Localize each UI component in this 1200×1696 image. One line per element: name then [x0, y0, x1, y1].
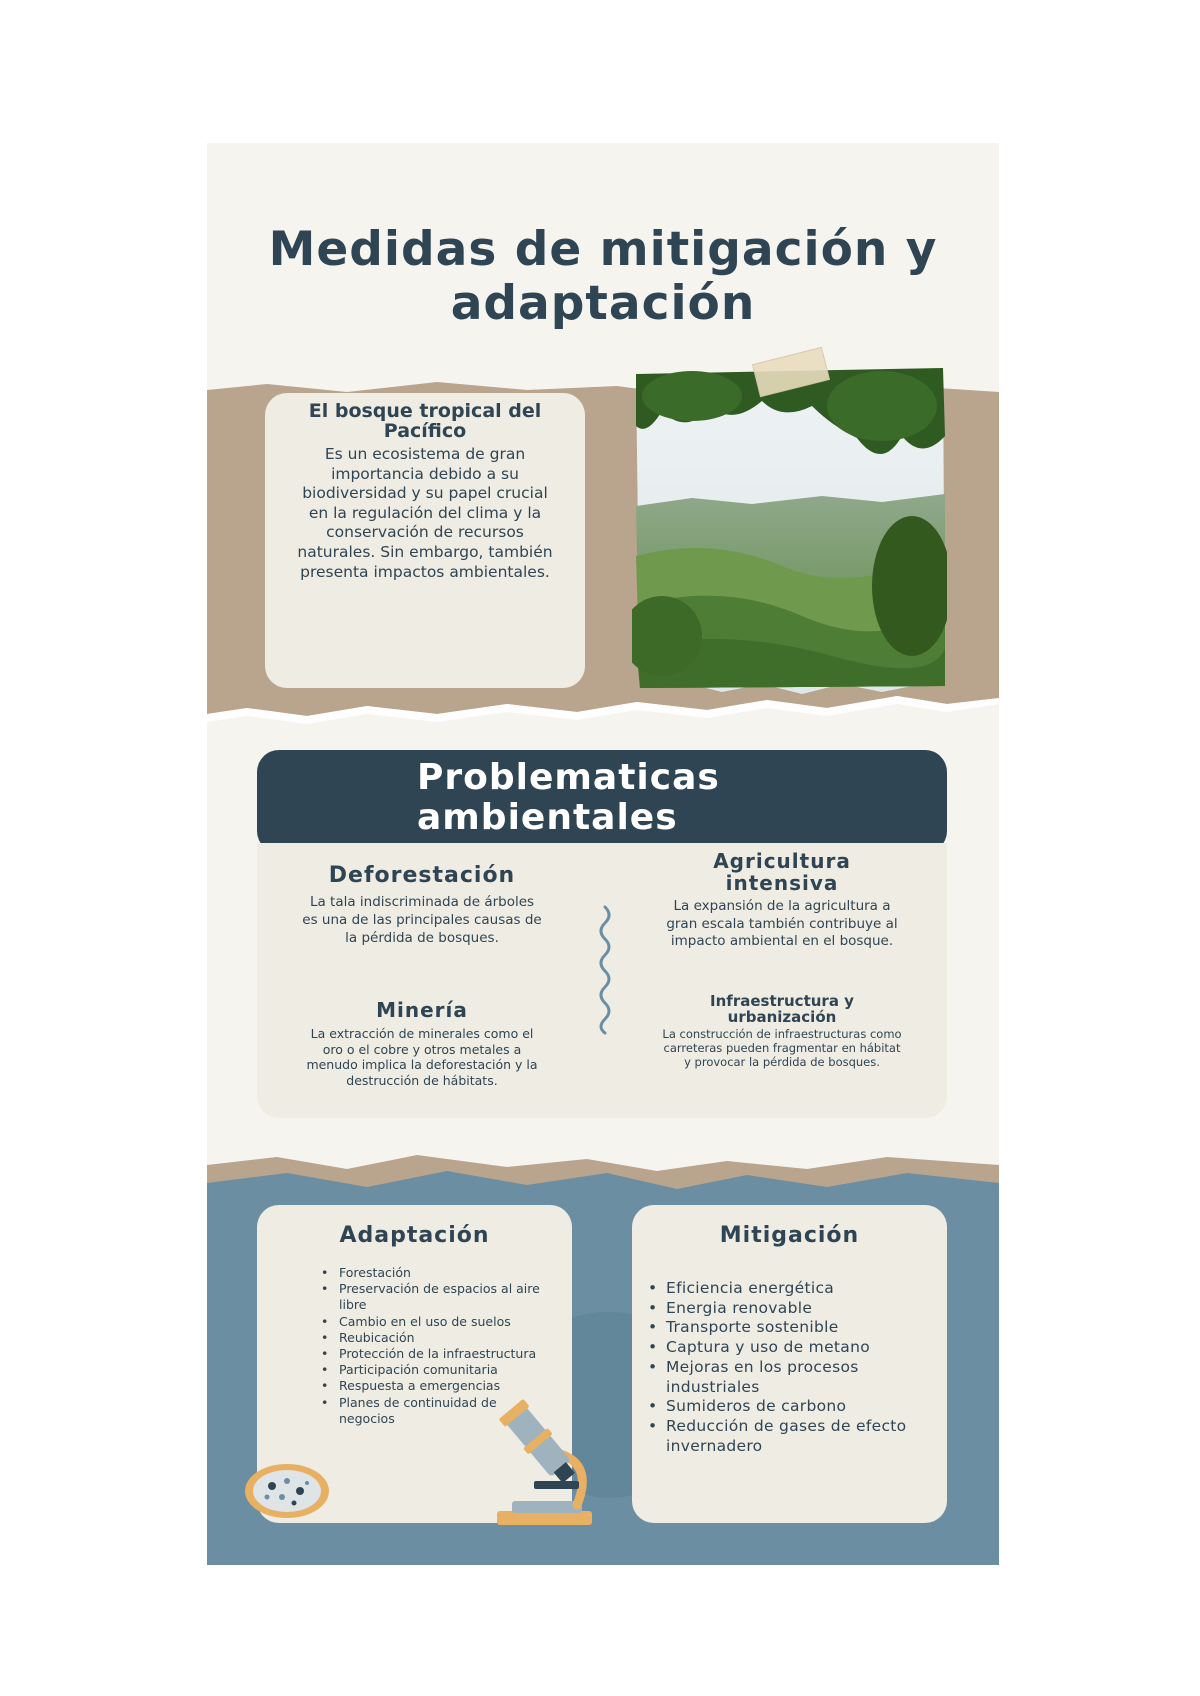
list-item: • Cambio en el uso de suelos: [339, 1314, 549, 1330]
problems-card: [257, 843, 947, 1118]
wavy-divider: [595, 905, 615, 1035]
deforestation-text: La tala indiscriminada de árboles es una de las principales causas de la pérdida de bosques.: [302, 894, 542, 946]
list-item: • Respuesta a emergencias: [339, 1378, 549, 1394]
mitigation-list: [666, 1279, 936, 1456]
list-item: • Forestación: [339, 1265, 549, 1281]
poster: [207, 143, 999, 1565]
adaptation-title: Adaptación: [339, 1223, 490, 1248]
list-item: • Transporte sostenible: [666, 1318, 936, 1338]
page-title: Medidas de mitigación y adaptación: [268, 222, 938, 331]
forest-text: Es un ecosistema de gran importancia debido a su biodiversidad y su papel crucial en la regulación del clima y la conservación de recursos naturales. Sin embargo, también presenta impactos ambientales.: [297, 445, 553, 581]
list-item: • Reubicación: [339, 1330, 549, 1346]
forest-heading: El bosque tropical del Pacífico: [308, 400, 542, 442]
infrastructure-section: [662, 993, 902, 1070]
agriculture-text: La expansión de la agricultura a gran escala también contribuye al impacto ambiental en el bosque.: [666, 898, 898, 949]
agriculture-section: [662, 850, 902, 951]
list-item: • Energia renovable: [666, 1299, 936, 1319]
problems-heading: Problematicas ambientales: [417, 757, 720, 838]
forest-landscape-photo: [632, 366, 947, 706]
deforestation-title: Deforestación: [328, 863, 516, 888]
list-item: • Protección de la infraestructura: [339, 1346, 549, 1362]
mining-text: La extracción de minerales como el oro o el cobre y otros metales a menudo implica la deforestación y la destrucción de hábitats.: [306, 1026, 538, 1088]
list-item: • Planes de continuidad de negocios: [339, 1395, 549, 1427]
infrastructure-title: Infraestructura y urbanización: [710, 992, 854, 1026]
mitigation-card: [632, 1205, 947, 1523]
list-item: • Eficiencia energética: [666, 1279, 936, 1299]
agriculture-title: Agricultura intensiva: [713, 849, 851, 895]
infrastructure-text: La construcción de infraestructuras como carreteras pueden fragmentar en hábitat y provocar la pérdida de bosques.: [662, 1027, 902, 1070]
deforestation-section: [302, 863, 542, 947]
mitigation-title: Mitigación: [719, 1223, 860, 1248]
mining-title: Minería: [376, 998, 468, 1022]
microscope-icon: [482, 1393, 602, 1533]
problems-header: [257, 750, 947, 853]
petri-dish-icon: [242, 1461, 332, 1521]
list-item: • Participación comunitaria: [339, 1362, 549, 1378]
forest-info-card: [265, 393, 585, 688]
list-item: • Reducción de gases de efecto invernadero: [666, 1417, 936, 1456]
mining-section: [302, 998, 542, 1088]
list-item: • Sumideros de carbono: [666, 1397, 936, 1417]
list-item: • Captura y uso de metano: [666, 1338, 936, 1358]
list-item: • Preservación de espacios al aire libre: [339, 1281, 549, 1313]
list-item: • Mejoras en los procesos industriales: [666, 1358, 936, 1397]
